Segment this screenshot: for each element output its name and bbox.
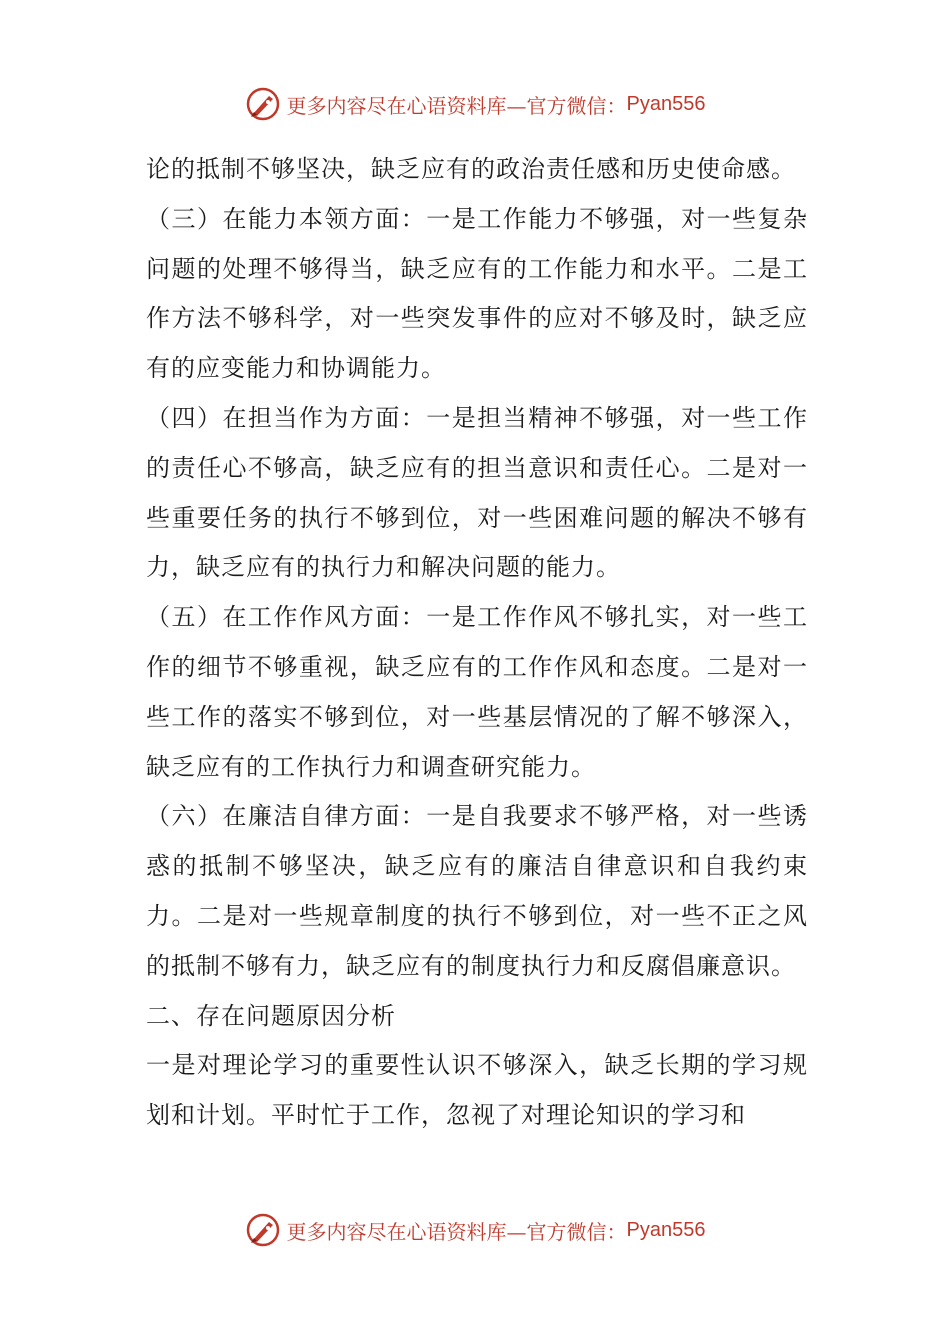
footer-wechat-id: Pyan556 bbox=[626, 1218, 706, 1241]
paragraph-7: 一是对理论学习的重要性认识不够深入，缺乏长期的学习规划和计划。平时忙于工作，忽视了对理论知识的学习和 bbox=[146, 1051, 808, 1130]
footer-site-text: 更多内容尽在心语资料库—官方微信： bbox=[286, 1219, 627, 1244]
header-banner bbox=[0, 82, 950, 126]
paragraph-5: （六）在廉洁自律方面：一是自我要求不够严格，对一些诱惑的抵制不够坚决，缺乏应有的廉洁自律意识和自我约束力。二是对一些规章制度的执行不够到位，对一些不正之风的抵制不够有力，缺乏应有的制度执行力和反腐倡廉意识。 bbox=[146, 802, 808, 980]
header-site-text: 更多内容尽在心语资料库—官方微信： bbox=[286, 93, 627, 118]
paragraph-3: （四）在担当作为方面：一是担当精神不够强，对一些工作的责任心不够高，缺乏应有的担当意识和责任心。二是对一些重要任务的执行不够到位，对一些困难问题的解决不够有力，缺乏应有的执行力和解决问题的能力。 bbox=[146, 403, 808, 582]
paragraph-4: （五）在工作作风方面：一是工作作风不够扎实，对一些工作的细节不够重视，缺乏应有的工作作风和态度。二是对一些工作的落实不够到位，对一些基层情况的了解不够深入，缺乏应有的工作执行力和调查研究能力。 bbox=[146, 603, 808, 781]
pen-logo-icon bbox=[245, 86, 281, 122]
pen-logo-icon bbox=[245, 1212, 281, 1248]
footer-banner bbox=[0, 1208, 950, 1252]
paragraph-2: （三）在能力本领方面：一是工作能力不够强，对一些复杂问题的处理不够得当，缺乏应有的工作能力和水平。二是工作方法不够科学，对一些突发事件的应对不够及时，缺乏应有的应变能力和协调能力。 bbox=[146, 204, 808, 383]
section-heading: 二、存在问题原因分析 bbox=[146, 1001, 396, 1030]
document-body bbox=[146, 145, 808, 1141]
header-wechat-id: Pyan556 bbox=[626, 92, 706, 115]
paragraph-1: 论的抵制不够坚决，缺乏应有的政治责任感和历史使命感。 bbox=[146, 155, 796, 183]
